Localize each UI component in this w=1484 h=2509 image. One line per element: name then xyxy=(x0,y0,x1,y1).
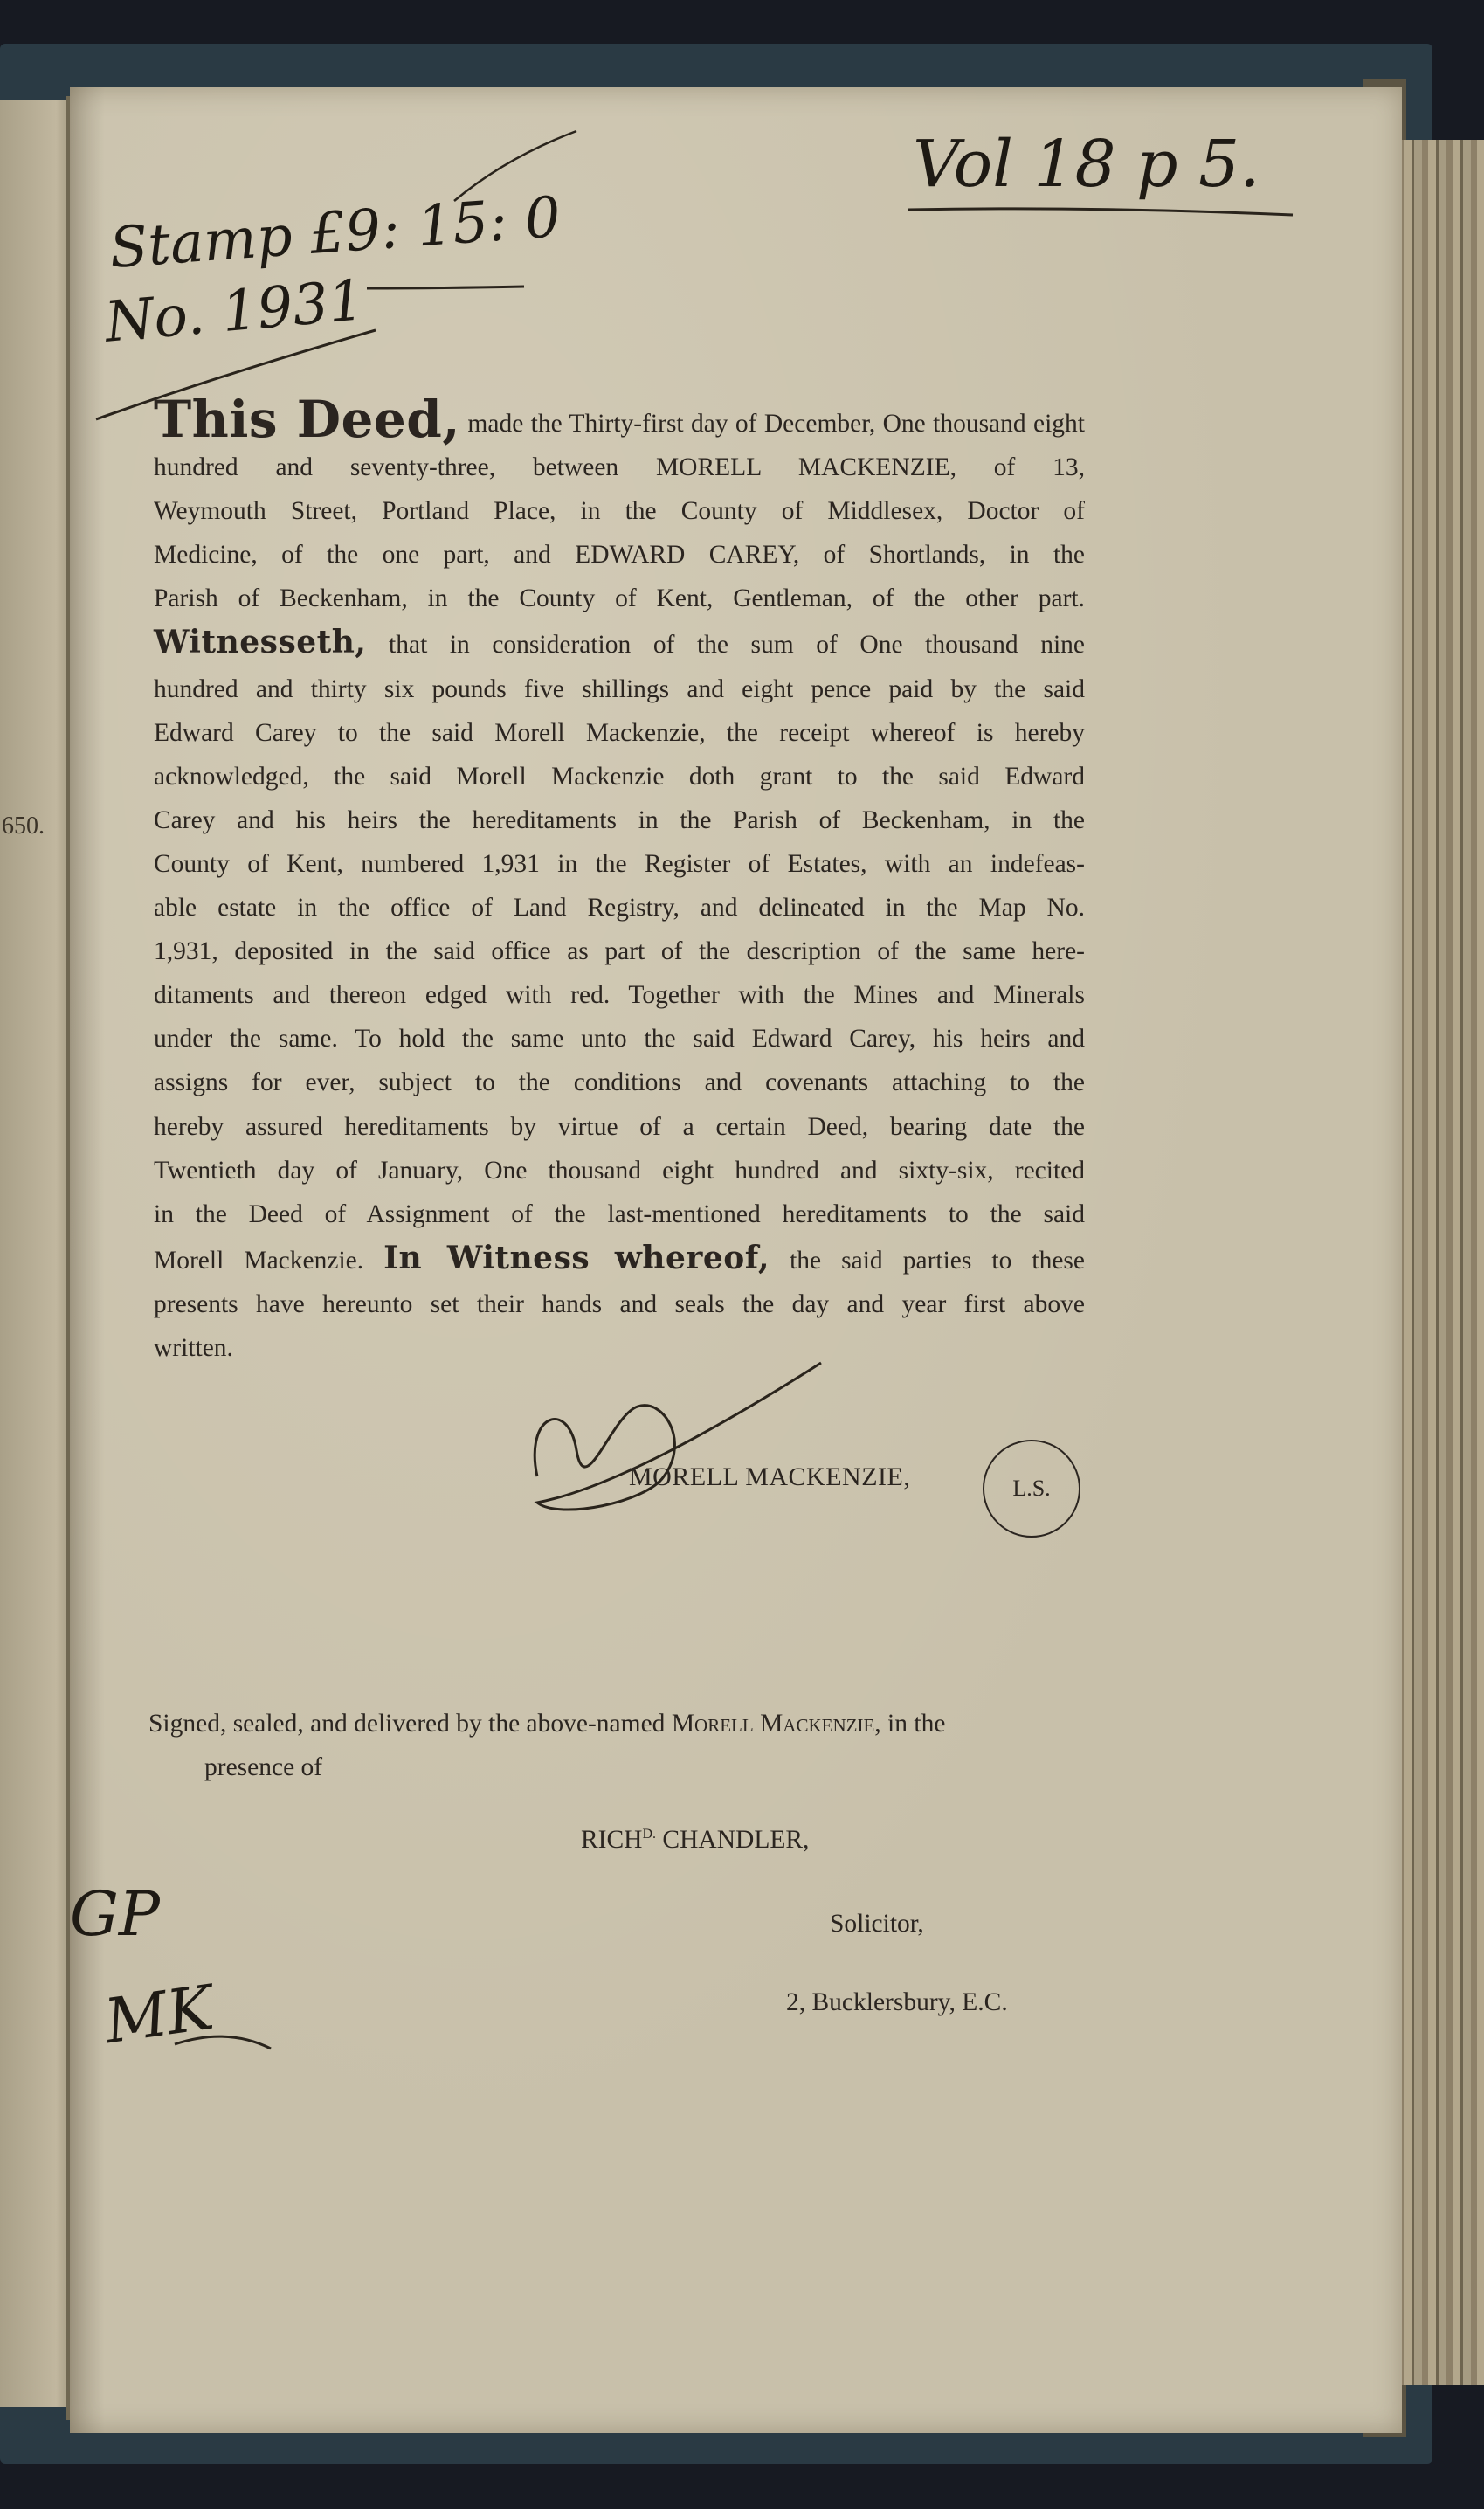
deed-line: written. xyxy=(154,1333,233,1362)
margin-initials-bottom: MK xyxy=(100,1971,218,2058)
deed-line: Morell Mackenzie. In Witness whereof, the said parties to these xyxy=(154,1239,1086,1276)
deed-line: This Deed, made the Thirty-first day of December, One thousand eight xyxy=(154,390,1086,449)
attestation-line: presence of xyxy=(204,1753,323,1781)
deed-line: Parish of Beckenham, in the County of Kent, Gentleman, of the other part. xyxy=(154,584,1085,613)
deed-line: under the same. To hold the same unto the said Edward Carey, his heirs and xyxy=(154,1025,1085,1054)
seal-label: L.S. xyxy=(1012,1476,1051,1501)
in-witness-heading: In Witness whereof, xyxy=(383,1239,770,1276)
deed-line: assigns for ever, subject to the conditions and covenants attaching to the xyxy=(154,1068,1085,1097)
witness-role: Solicitor, xyxy=(830,1910,924,1938)
deed-line: 1,931, deposited in the said office as part of the description of the same here- xyxy=(154,937,1085,966)
witness-name: $RICH^{D.}$ CHANDLER, xyxy=(581,1826,810,1854)
deed-line: presents have hereunto set their hands and seals the day and year first above xyxy=(154,1289,1085,1318)
deed-line: Medicine, of the one part, and EDWARD CAREY, of Shortlands, in the xyxy=(154,541,1085,570)
seal-circle xyxy=(983,1440,1080,1538)
volume-reference-note: Vol 18 p 5. xyxy=(913,127,1260,202)
deed-line: Carey and his heirs the hereditaments in the Parish of Beckenham, in the xyxy=(154,805,1085,834)
deed-line: Weymouth Street, Portland Place, in the County of Middlesex, Doctor of xyxy=(154,497,1085,526)
deed-line: hundred and seventy-three, between MORELL MACKENZIE, of 13, xyxy=(154,453,1085,482)
deed-line: hundred and thirty six pounds five shillings and eight pence paid by the said xyxy=(154,674,1085,703)
deed-body xyxy=(154,390,1086,1370)
deed-line: Witnesseth, that in consideration of the sum of One thousand nine xyxy=(154,624,1085,661)
witness-address: 2, Bucklersbury, E.C. xyxy=(786,1988,1008,2016)
deed-line: acknowledged, the said Morell Mackenzie doth grant to the said Edward xyxy=(154,762,1085,791)
deed-line: County of Kent, numbered 1,931 in the Register of Estates, with an indefeas- xyxy=(154,849,1085,878)
deed-number-note: No. 1931 xyxy=(102,268,367,356)
attestation-signatory: Morell Mackenzie xyxy=(671,1710,875,1738)
deed-line: Twentieth day of January, One thousand eight hundred and sixty-six, recited xyxy=(154,1156,1085,1185)
deed-line: in the Deed of Assignment of the last-mentioned hereditaments to the said xyxy=(154,1199,1085,1228)
deed-line: ditaments and thereon edged with red. Together with the Mines and Minerals xyxy=(154,981,1085,1010)
margin-initials-top: GP xyxy=(70,1878,161,1950)
deed-heading: This Deed, xyxy=(154,390,461,449)
deed-line: Edward Carey to the said Morell Mackenzie, the receipt whereof is hereby xyxy=(154,718,1085,747)
signatory-name: MORELL MACKENZIE, xyxy=(629,1462,911,1491)
stamp-duty-note: Stamp £9: 15: 0 xyxy=(107,185,563,281)
deed-line: hereby assured hereditaments by virtue of a certain Deed, bearing date the xyxy=(154,1112,1085,1141)
witnesseth-heading: Witnesseth, xyxy=(154,624,367,661)
attestation-line: Signed, sealed, and delivered by the above-named Morell Mackenzie, in the xyxy=(148,1710,946,1738)
attestation-clause xyxy=(148,1702,1083,1789)
deed-line: able estate in the office of Land Registry, and delineated in the Map No. xyxy=(154,894,1085,923)
left-page-number: 650. xyxy=(2,812,45,840)
